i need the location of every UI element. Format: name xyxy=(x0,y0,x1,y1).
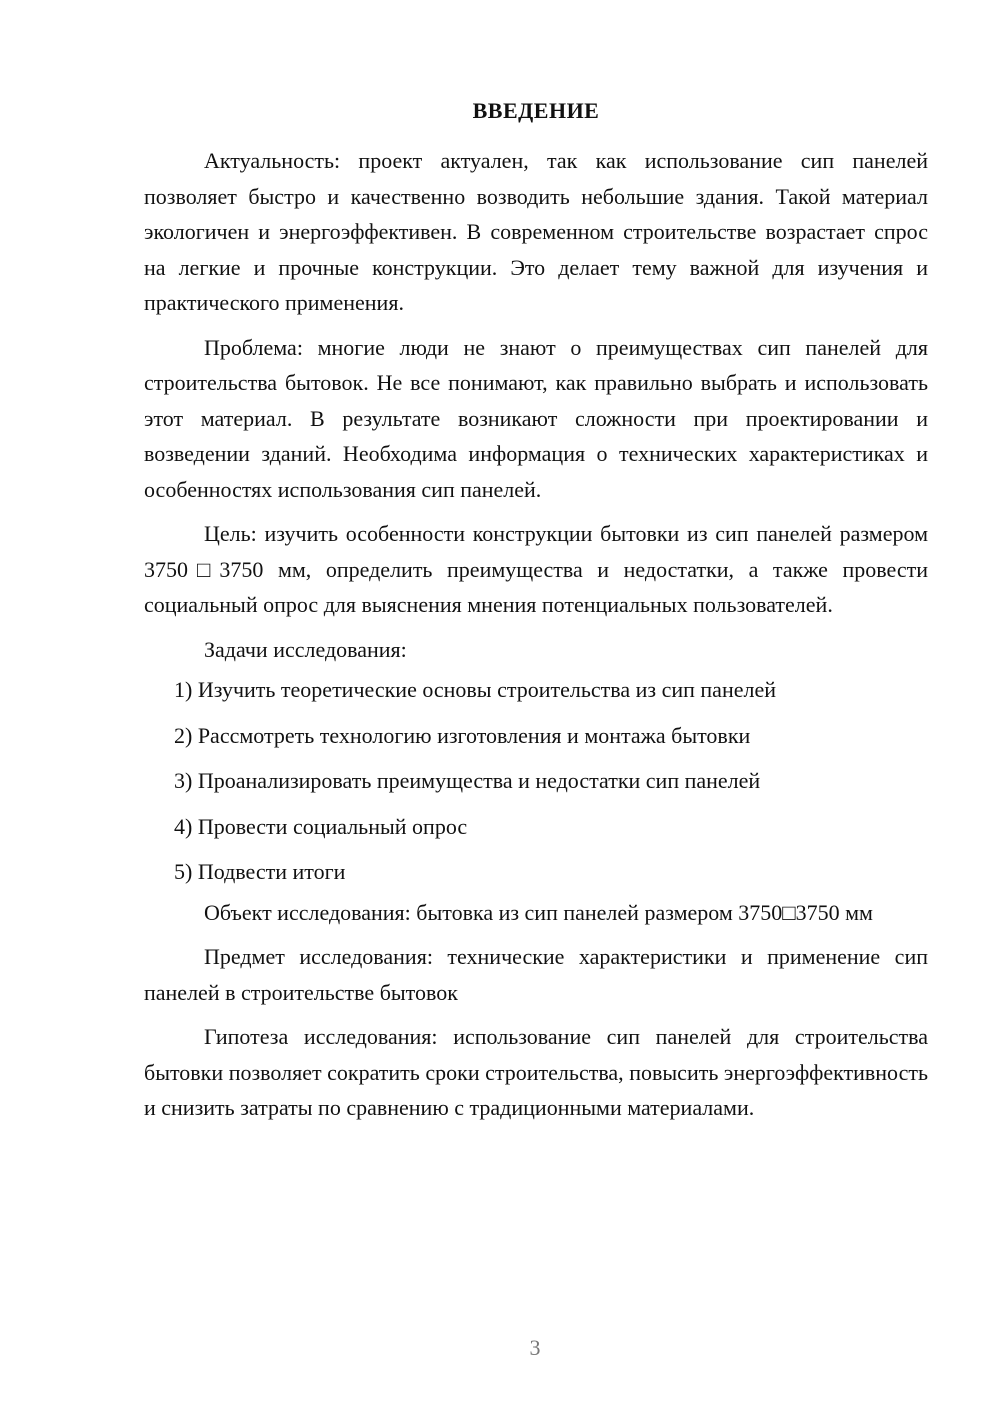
page-title: ВВЕДЕНИЕ xyxy=(472,98,600,123)
problem-paragraph: Проблема: многие люди не знают о преимуществах сип панелей для строительства бытовок. Не все понимают, как правильно выбрать и использовать этот материал. В результате возникают сложности при проектировании и возведении зданий. Необходима информация о технических характеристиках и особенностях использования сип панелей. xyxy=(144,334,928,502)
task-item: 2) Рассмотреть технологию изготовления и монтажа бытовки xyxy=(174,722,751,748)
goal-paragraph: Цель: изучить особенности конструкции бытовки из сип панелей размером 3750□3750 мм, определить преимущества и недостатки, а также провести социальный опрос для выяснения мнения потенциальных пользователей. xyxy=(144,521,928,617)
task-item: 3) Проанализировать преимущества и недостатки сип панелей xyxy=(174,768,761,793)
document-body xyxy=(144,143,928,1126)
page-number: 3 xyxy=(529,1335,541,1360)
object-paragraph: Объект исследования: бытовка из сип панелей размером 3750□3750 мм xyxy=(204,899,873,925)
subject-paragraph: Предмет исследования: технические характеристики и применение сип панелей в строительстве бытовок xyxy=(144,944,928,1005)
tasks-heading: Задачи исследования: xyxy=(204,636,407,662)
task-item: 4) Провести социальный опрос xyxy=(174,813,468,839)
tasks-list xyxy=(144,667,928,895)
relevance-paragraph: Актуальность: проект актуален, так как использование сип панелей позволяет быстро и качественно возводить небольшие здания. Такой материал экологичен и энергоэффективен. В современном строительстве возрастает спрос на легкие и прочные конструкции. Это делает тему важной для изучения и практического применения. xyxy=(144,148,928,315)
task-item: 5) Подвести итоги xyxy=(174,859,346,884)
task-item: 1) Изучить теоретические основы строительства из сип панелей xyxy=(174,677,777,702)
hypothesis-paragraph: Гипотеза исследования: использование сип панелей для строительства бытовки позволяет сократить сроки строительства, повысить энергоэффективность и снизить затраты по сравнению с традиционными материалами. xyxy=(144,1024,928,1120)
